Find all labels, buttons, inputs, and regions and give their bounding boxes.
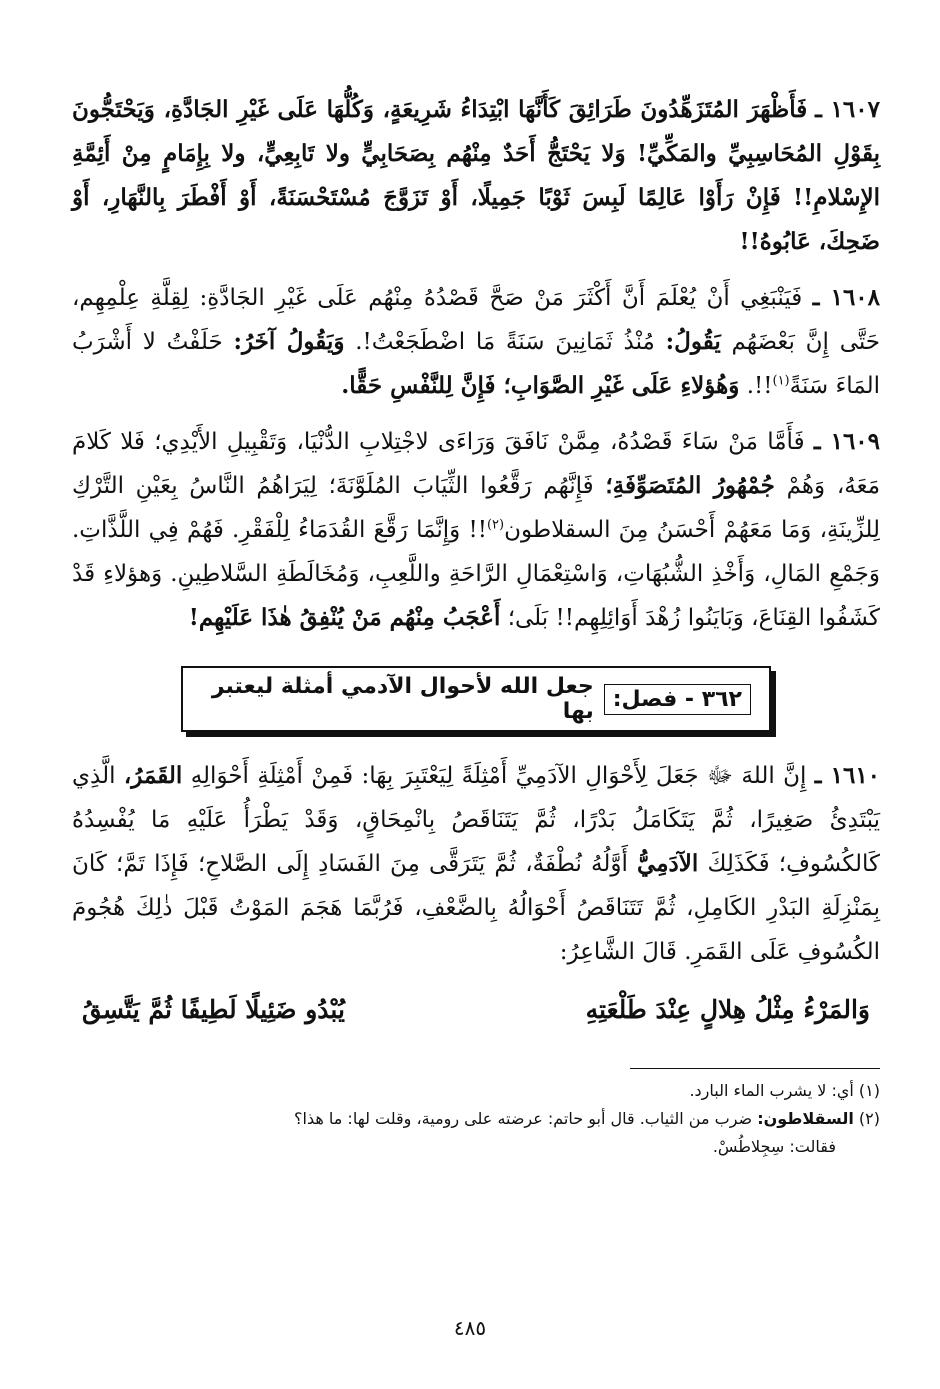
paragraph-1610 bbox=[72, 754, 880, 974]
footnote-number: (١) bbox=[858, 1081, 880, 1100]
footnote-2 bbox=[72, 1105, 880, 1133]
verse-second-hemistich: يُبْدُو ضَئِيلًا لَطِيفًا ثُمَّ يَتَّسِقُ bbox=[82, 995, 345, 1024]
paragraph-1608 bbox=[72, 276, 880, 408]
paragraph-number: ١٦٠٧ ـ bbox=[815, 96, 880, 123]
paragraph-number: ١٦١٠ ـ bbox=[814, 762, 881, 789]
footnote-term: السقلاطون: bbox=[757, 1109, 854, 1128]
section-heading-box bbox=[181, 666, 771, 732]
paragraph-text: الَّذِي يَبْتَدِئُ صَغِيرًا، ثُمَّ يَتَكَامَلُ بَدْرًا، ثُمَّ يَتَنَاقَصُ بِانْمِحَاقٍ، وَقَدْ يَطْرَأُ عَلَيْهِ مَا يُفْسِدُهُ كَالكُسُوفِ؛ فَكَذَلِكَ bbox=[72, 763, 880, 877]
footnote-divider bbox=[630, 1068, 880, 1069]
emphasis-text: يَقُولُ: bbox=[665, 328, 721, 355]
emphasis-text: وَيَقُولُ آخَرُ: bbox=[233, 328, 345, 355]
page-number: ٤٨٥ bbox=[453, 1316, 487, 1340]
paragraph-text: !! وَإِنَّمَا رَقَّعَ القُدَمَاءُ لِلْفَقْرِ. فَهُمْ فِي اللَّذَّاتِ. وَجَمْعِ المَالِ، وَأَخْذِ الشُّبُهَاتِ، وَاسْتِعْمَالِ الرَّاحَةِ واللَّعِبِ، وَمُخَالَطَةِ السَّلاطِينِ. وَهؤلاءِ قَدْ كَشَفُوا القِنَاعَ، وَبَايَنُوا زُهْدَ أَوَائِلِهِم!! بَلَى؛ bbox=[72, 517, 880, 631]
emphasis-text: الآدَمِيُّ bbox=[637, 850, 699, 877]
verse-first-hemistich: وَالمَرْءُ مِثْلُ هِلالٍ عِنْدَ طَلْعَتِهِ bbox=[585, 995, 870, 1024]
section-title: جعل الله لأحوال الآدمي أمثلة ليعتبر بها bbox=[211, 674, 594, 724]
paragraph-text: أَوَّلُهُ نُطْفَةٌ، ثُمَّ يَتَرَقَّى مِنَ الفَسَادِ إِلَى الصَّلاحِ؛ فَإِذَا تَمَّ؛ كَانَ بِمَنْزِلَةِ البَدْرِ الكَامِلِ، ثُمَّ تَتَنَاقَصُ أَحْوَالُهُ بِالضَّعْفِ، فَرُبَّمَا هَجَمَ المَوْتُ قَبْلَ ذٰلِكَ هُجُومَ الكُسُوفِ عَلَى القَمَرِ. قَالَ الشَّاعِرُ: bbox=[72, 851, 880, 965]
footnote-reference[interactable]: (٢) bbox=[486, 517, 505, 533]
paragraph-text: إِنَّ اللهَ ﷻ جَعَلَ لِأَحْوَالِ الآدَمِيِّ أَمْثِلَةً لِيَعْتَبِرَ بِهَا: فَمِنْ أَمْثِلَةِ أَحْوَالِهِ bbox=[190, 763, 807, 789]
footnote-2-continued bbox=[72, 1133, 880, 1161]
emphasis-text: أَعْجَبُ مِنْهُم مَنْ يُنْفِقُ هٰذَا عَلَيْهِم! bbox=[188, 604, 501, 631]
paragraph-text: حَلَفْتُ لا أَشْرَبُ المَاءَ سَنَةً bbox=[72, 329, 880, 399]
section-label: ٣٦٢ - فصل: bbox=[604, 684, 751, 715]
paragraph-1607 bbox=[72, 88, 880, 264]
emphasis-text: جُمْهُورُ المُتَصَوِّفَةِ؛ bbox=[605, 472, 775, 499]
emphasis-text: القَمَرُ، bbox=[123, 762, 183, 789]
paragraph-text: فَأَمَّا مَنْ سَاءَ قَصْدُهُ، مِمَّنْ نَافَقَ وَرَاءَى لاجْتِلابِ الدُّنْيَا، وَتَقْبِيلِ الأَيْدِي؛ فَلا كَلامَ مَعَهُ، وَهُمْ bbox=[72, 429, 881, 499]
paragraph-1609 bbox=[72, 420, 880, 640]
page-body bbox=[72, 88, 880, 1161]
footnote-text: فقالت: سِجِلاطُسْ. bbox=[712, 1137, 836, 1156]
footnote-text: ضرب من الثياب. قال أبو حاتم: عرضته على رومية، وقلت لها: ما هذا؟ bbox=[294, 1109, 753, 1128]
footnote-1 bbox=[72, 1077, 880, 1105]
paragraph-text: فَأَظْهَرَ المُتَزَهِّدُونَ طَرَائِقَ كَأَنَّهَا ابْتِدَاءُ شَرِيعَةٍ، وَكُلُّهَا عَلَى غَيْرِ الجَادَّةِ، وَيَحْتَجُّونَ بِقَوْلِ المُحَاسِبِيِّ والمَكِّيِّ! وَلا يَحْتَجُّ أَحَدٌ مِنْهُم بِصَحَابِيٍّ ولا تَابِعِيٍّ، ولا بِإِمَامٍ مِنْ أَئِمَّةِ الإِسْلامِ!! فَإِنْ رَأَوْا عَالِمًا لَبِسَ ثَوْبًا جَمِيلًا، أَوْ تَزَوَّجَ مُسْتَحْسَنَةً، أَوْ أَفْطَرَ بِالنَّهَارِ، أَوْ ضَحِكَ، عَابُوهُ!! bbox=[72, 96, 880, 255]
footnote-reference[interactable]: (١) bbox=[772, 373, 790, 389]
paragraph-number: ١٦٠٨ ـ bbox=[812, 284, 881, 311]
paragraph-text: فَيَنْبَغِي أَنْ يُعْلَمَ أَنَّ أَكْثَرَ مَنْ صَحَّ قَصْدُهُ مِنْهُم عَلَى غَيْرِ الجَادَّةِ: لِقِلَّةِ عِلْمِهِم، حَتَّى إِنَّ بَعْضَهُم bbox=[72, 285, 881, 355]
section-heading bbox=[72, 666, 880, 732]
paragraph-text: !!. bbox=[746, 373, 773, 399]
paragraph-text: مُنْذُ ثَمَانِينَ سَنَةً مَا اضْطَجَعْتُ!. bbox=[355, 329, 655, 355]
paragraph-text: فَإِنَّهُم رَقَّعُوا الثِّيَابَ المُلَوَّنَةَ؛ لِيَرَاهُمُ النَّاسُ بِعَيْنِ التَّرْكِ لِلزِّينَةِ، وَمَا مَعَهُمْ أَحْسَنُ مِنَ السقلاطون bbox=[72, 473, 881, 543]
emphasis-text: وَهُؤلاءِ عَلَى غَيْرِ الصَّوَابِ؛ فَإِنَّ لِلنَّفْسِ حَقًّا. bbox=[341, 372, 740, 399]
poetry-verse bbox=[72, 986, 880, 1034]
footnote-text: أي: لا يشرب الماء البارد. bbox=[689, 1081, 854, 1100]
footnote-number: (٢) bbox=[858, 1109, 880, 1128]
paragraph-number: ١٦٠٩ ـ bbox=[813, 428, 881, 455]
